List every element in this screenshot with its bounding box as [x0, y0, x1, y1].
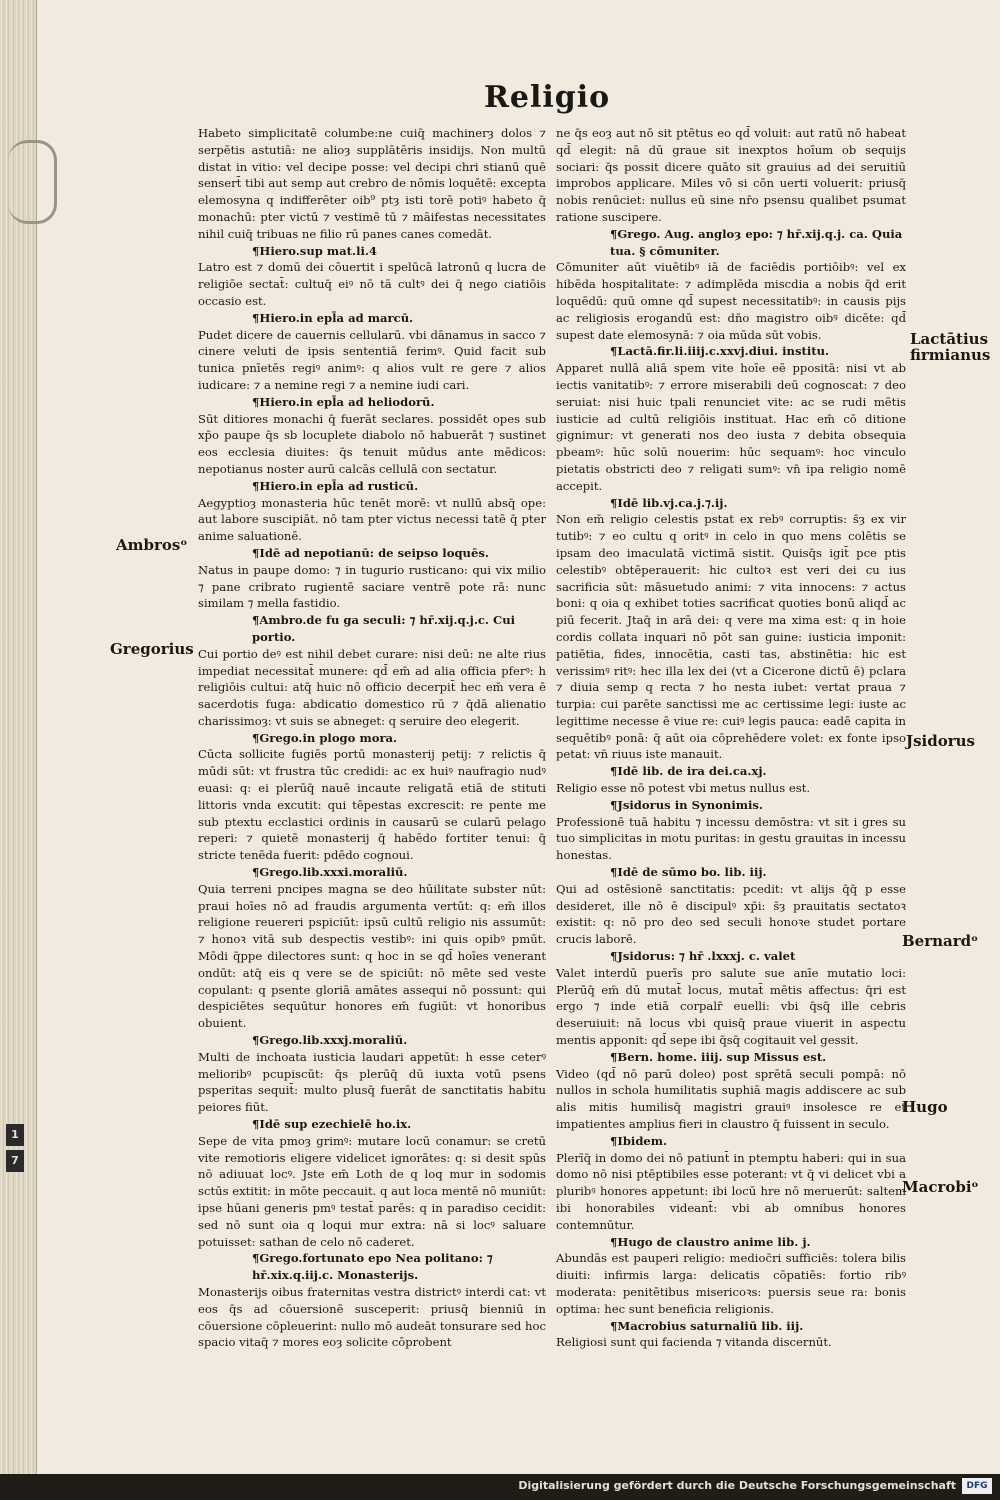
rubric-heading: ¶ Grego.fortunato epo Nea politano: ⁊ hr̄.xix.q.iij.c. Monasterijs. [198, 1250, 546, 1284]
rubric-heading: ¶ Grego.in plogo mora. [198, 730, 546, 747]
margin-note-hugo: Hugo [902, 1098, 948, 1116]
rubric-heading: ¶ Ambro.de fu ga seculi: ⁊ hr̄.xij.q.j.c. Cui portio. [198, 612, 546, 646]
text-paragraph: Religio esse nō potest vbi metus nullus est. [556, 781, 811, 796]
text-paragraph: Qui ad ostēsionē sanctitatis: pcedit: vt alijs q̄q̄ p esse desideret, ille nō ē discipulꝰ xp̄i: s̄ȝ prauitatis sectatoꝛ existit: q: nō pro deo sed seculi honoꝛe studet portare crucis laborē. [556, 881, 906, 947]
rubric-heading: ¶ Idē lib. de ira dei.ca.xj. [556, 763, 906, 780]
binding-clip [8, 140, 57, 224]
text-paragraph: Video (qd̄ nō parū doleo) post sprētā seculi pompā: nō nullos in schola humilitatis suphiā magis addiscere ac sub alis mitis humilisq̄ magistri grauiꝰ insolesce re et impatientes amplius fieri in claustro q̄ fuissent in seculo. [556, 1066, 906, 1132]
page-tab-1: 1 [6, 1124, 24, 1146]
text-paragraph: Sūt ditiores monachi q̄ fuerāt seclares. possidēt opes sub xp̄o paupe q̄s sb locuplete diabolo nō habuerāt ⁊ sustinet eos ecclesia diuites: q̄s tenuit mūdus ante mēdicos: nepotianus noster aurū calcās cellulā con sectatur. [198, 411, 546, 476]
rubric-heading: ¶ Grego.lib.xxxi.moraliū. [198, 864, 546, 881]
text-paragraph: Multi de inchoata iusticia laudari appetūt: h esse ceterꝰ melioribꝰ pcupiscūt: q̄s plerūq̄ dū iuxta votū psens psperitas sequit̄: multo plusq̄ fuerāt de sanctitatis habitu peiores fiūt. [198, 1049, 546, 1115]
rubric-heading: ¶ Idē ad nepotianū: de seipso loquēs. [198, 545, 546, 562]
page-tab-2: 7 [6, 1150, 24, 1172]
text-paragraph: Aegyptioȝ monasteria hūc tenēt morē: vt nullū absq̄ ope: aut labore suscipiāt. nō tam pter victus necessi tatē q̄ pter anime saluationē. [198, 495, 546, 544]
right-column [556, 125, 906, 1351]
margin-note-bernardus: Bernardᵒ [902, 932, 979, 950]
text-paragraph: Quia terreni pncipes magna se deo hūilitate subster nūt: praui hoīes nō ad fraudis argumenta vertūt: q: em̄ illos religione reuereri pspiciūt: ipsū cultū religio nis assumūt: ⁊ honoꝛ vitā sub despectis vestibꝰ: ini quis opibꝰ pmūt. Mōdi q̄ppe dilectores sunt: q hoc in se qd̄ hoīes venerant ondūt: atq̄ eis q vere se de spiciūt: nō mēte sed veste copulant: q psente gloriā amātes assequi nō possunt: qui despiciētes sequūtur honores em̄ fugiūt: vt honoribus obuient. [198, 881, 546, 1031]
text-paragraph: Plerīq̄ in domo dei nō patiunt̄ in ptemptu haberi: qui in sua domo nō nisi ptēptibiles esse poterant: vt q̄ vi delicet vbi a pluribꝰ honores appetunt: ibi locū hre nō meruerūt: saltem ibi honorabiles videant̄: vbi ab omnibus honores contemnūtur. [556, 1150, 906, 1232]
rubric-heading: ¶ Hiero.in epl̄a ad rusticū. [198, 478, 546, 495]
rubric-heading: ¶ Lactā.fir.li.iiij.c.xxvj.diui. institu. [556, 343, 906, 360]
text-paragraph: Cōmuniter aūt viuētibꝰ iā de faciēdis portiōibꝰ: vel ex hibēda hospitalitate: ⁊ adimplēda miscdia a nobis q̄d erit loquēdū: quū omne qd̄ supest necessitatibꝰ: in causis pijs ac religiosis erogandū est: dn̄o magistro oibꝰ dicēte: qd̄ supest date elemosynā: ⁊ oia mūda sūt vobis. [556, 260, 906, 342]
margin-note-firmianus: firmianus [910, 346, 991, 364]
text-paragraph: Natus in paupe domo: ⁊ in tugurio rusticano: qui vix milio ⁊ pane cribrato rugientē saciare ventrē pote rā: nunc similam ⁊ mella fastidio. [198, 562, 546, 611]
text-paragraph: Latro est ⁊ domū dei cōuertit i spelūcā latronū q lucra de religiōe sectat̄: cultuq̄ eiꝰ nō tā cultꝰ dei q̄ nego ciatiōis occasio est. [198, 260, 546, 308]
text-paragraph: Cui portio deꝰ est nihil debet curare: nisi deū: ne alte rius impediat necessitat̄ munere: qd̄ em̄ ad alia officia pferꝰ: h religiōis cultui: atq̄ huic nō officio decerpit̄ hec em̄ vera ē sacerdotis fuga: abdicatio domestico rū ⁊ q̄dā alienatio charissimoȝ: vt suis se abneget: q seruire deo elegerit. [198, 646, 546, 728]
text-paragraph: Professionē tuā habitu ⁊ incessu demōstra: vt sit i gres su tuo simplicitas in motu puritas: in gestu grauitas in incessu honestas. [556, 814, 906, 863]
rubric-heading: ¶ Idē lib.vj.ca.j.⁊.ij. [556, 495, 906, 512]
rubric-heading: ¶ Hiero.in epl̄a ad marcū. [198, 310, 546, 327]
footer-bar [0, 1474, 1000, 1500]
rubric-heading: ¶ Jsidorus in Synonimis. [556, 797, 906, 814]
text-paragraph: Apparet nullā aliā spem vite hoīe eē ppositā: nisi vt ab iectis vanitatibꝰ: ⁊ errore miserabili deū cognoscat: ⁊ deo seruiat: nisi huic tpali renunciet vite: ac se rudi mētis iusticie ad cultū religiōis instituat. Hac em̄ cō ditione gignimur: vt generati nos deo iusta ⁊ debita obsequia pbeamꝰ: hūc solū nouerim: hūc sequamꝰ: hoc vinculo pietatis obstricti deo ⁊ religati sumꝰ: vn̄ ipa religio nomē accepit. [556, 361, 906, 493]
text-paragraph: Monasterijs oibus fraternitas vestra districtꝰ interdi cat: vt eos q̄s ad cōuersionē susceperit: priusq̄ bienniū in cōuersione cōpleuerint: nullo mō audeāt tonsurare sed hoc spacio vitaq̄ ⁊ mores eoȝ solicite cōprobent [198, 1284, 546, 1350]
rubric-heading: ¶ Jsidorus: ⁊ hr̄ .lxxxj. c. valet [556, 948, 906, 965]
text-paragraph: Non em̄ religio celestis pstat ex rebꝰ corruptis: s̄ȝ ex vir tutibꝰ: ⁊ eo cultu q oritꝰ in celo in quo mens colētis se ipsam deo imaculatā victimā sistit. Quisq̄s igit̄ pce ptis celestibꝰ obtēperauerit: hic cultoꝛ est veri dei cu ius sacrificia sūt: māsuetudo animi: ⁊ vita innocens: ⁊ actus boni: q oia q exhibet toties sacrificat quoties bonū aliqd̄ ac piū fecerit. Jtaq̄ in arā dei: q vere ma xima est: q in hoie cordis collata inquari nō pōt san guine: iusticia imponit: patiētia, fides, innocētia, casti tas, abstinētia: hic est verissimꝰ ritꝰ: hec illa lex dei (vt a Cicerone dictū ē) pclara ⁊ diuia semp q recta ⁊ ho nesta iubet: vertat praua ⁊ turpia: cui parēte sanctissi me ac certissime legi: iuste ac legittime necesse ē viue re: cuiꝰ legis pauca: eadē capita in sequētibꝰ ponā: q̄ aūt oia cōprehēdere volet: ex fonte ipso petat: vn̄ riuus iste manauit. [556, 512, 906, 762]
rubric-heading: ¶ Macrobius saturnaliū lib. iij. [556, 1318, 906, 1335]
text-paragraph: Valet interdū puerīs pro salute sue anīe mutatio loci: Plerūq̄ em̄ dū mutat̄ locus, mutat̄ mētis affectus: q̄ri est ergo ⁊ inde etiā corpalr̄ euelli: vbi q̄sq̄ ille cebris deseruiuit: nā locus vbi quisq̄ praue viuerit in aspectu mentis apponit: qd̄ sepe ibi q̄sq̄ cogitauit vel gessit. [556, 965, 906, 1048]
rubric-heading: ¶ Hugo de claustro anime lib. j. [556, 1234, 906, 1251]
rubric-heading: ¶ Hiero.in epl̄a ad heliodorū. [198, 394, 546, 411]
rubric-heading: ¶ Idē de sūmo bo. lib. iij. [556, 864, 906, 881]
margin-note-lactantius: Lactātius [910, 330, 989, 348]
text-paragraph: ne q̄s eoȝ aut nō sit ptētus eo qd̄ voluit: aut ratū nō habeat qd̄ elegit: nā dū graue sit inexptos hoīum ob sequijs sociari: q̄s possit dicere quāto sit grauius ad dei seruitiū improbos applicare. Miles vō si cōn uerti voluerit: priusq̄ nobis renūciet: nullus eū sine nr̄o psensu qualibet psumat ratione suscipere. [556, 126, 906, 224]
left-column [198, 125, 546, 1351]
rubric-heading: ¶ Idē sup ezechielē ho.ix. [198, 1116, 546, 1133]
text-paragraph: Habeto simplicitatē columbe:ne cuiq̄ machinerȝ dolos ⁊ serpētis astutiā: ne alioȝ supplātēris insidijs. Non multū distat in vitio: vel decipe posse: vel decipi chri stianū quē sensert̄ tibi aut semp aut crebro de nōmis loquētē: excepta elemosyna q indifferēter oib⁹ ptȝ isti torē potiꝰ habeto q̄ monachū: pter victū ⁊ vestimē tū ⁊ māifestas necessitates nihil cuiq̄ tribuas ne filio rū panes canes comedāt. [198, 126, 546, 241]
rubric-heading: ¶ Grego.lib.xxxj.moraliū. [198, 1032, 546, 1049]
footer-credit: Digitalisierung gefördert durch die Deutsche Forschungsgemeinschaft [518, 1479, 956, 1492]
page-heading: Religio [484, 80, 611, 115]
text-paragraph: Abundās est pauperi religio: medioc̄ri sufficiēs: tolera bilis diuiti: infirmis larga: delicatis cōpatiēs: fortio ribꝰ moderata: penitētibus misericoꝛs: puersis seue ra: bonis optima: hec sunt beneficia religionis. [556, 1251, 906, 1316]
rubric-heading: ¶ Ibidem. [556, 1133, 906, 1150]
text-paragraph: Religiosi sunt qui facienda ⁊ vitanda discernūt. [556, 1335, 832, 1350]
rubric-heading: ¶ Hiero.sup mat.li.4 [198, 243, 546, 260]
margin-note-gregorius: Gregorius [110, 640, 194, 658]
text-paragraph: Pudet dicere de cauernis cellularū. vbi dānamus in sacco ⁊ cinere veluti de ipsis sententiā ferimꝰ. Quid facit sub tunica pnīetēs regiꝰ animꝰ: q alios vult re gere ⁊ alios iudicare: ⁊ a nemine regi ⁊ a nemine iudi cari. [198, 327, 546, 392]
text-paragraph: Sepe de vita pmoȝ grimꝰ: mutare locū conamur: se cretū vite remotioris eligere videlicet ignorātes: q: si desit spūs nō adiuuat locꝰ. Jste em̄ Loth de q loq mur in sodomis sctūs extitit: in mōte peccauit. q aut loca mentē nō muniūt: ipse hūani generis pmꝰ testat̄ parēs: q in paradiso cecidit: sed nō sunt oia q loqui mur extra: nā si locꝰ saluare potuisset: sathan de celo nō caderet. [198, 1133, 546, 1249]
margin-note-isidorus: Jsidorus [906, 732, 975, 750]
margin-note-macrobius: Macrobiᵒ [902, 1178, 979, 1196]
dfg-logo-icon: DFG [962, 1478, 992, 1494]
text-paragraph: Cūcta sollicite fugiēs portū monasterij petij: ⁊ relictis q̄ mūdi sūt: vt frustra tūc credidi: ac ex huiꝰ naufragio nudꝰ euasi: q: ei plerūq̄ nauē incaute religatā etiā de stituti littoris vnda excutit: qui tēpestas excrescit: re pente me sub ptextu ecclastici ordinis in causarū se cularū pelago reperi: ⁊ quietē monasterij q̄ habēdo fortiter tenui: q̄ stricte tenēda fuerit: pdēdo cognoui. [198, 747, 546, 863]
rubric-heading: ¶ Grego. Aug. angloȝ epo: ⁊ hr̄.xij.q.j. ca. Quia tua. § cōmuniter. [556, 226, 906, 260]
margin-note-ambrosius: Ambrosᵒ [116, 536, 188, 554]
rubric-heading: ¶ Bern. home. iiij. sup Missus est. [556, 1049, 906, 1066]
